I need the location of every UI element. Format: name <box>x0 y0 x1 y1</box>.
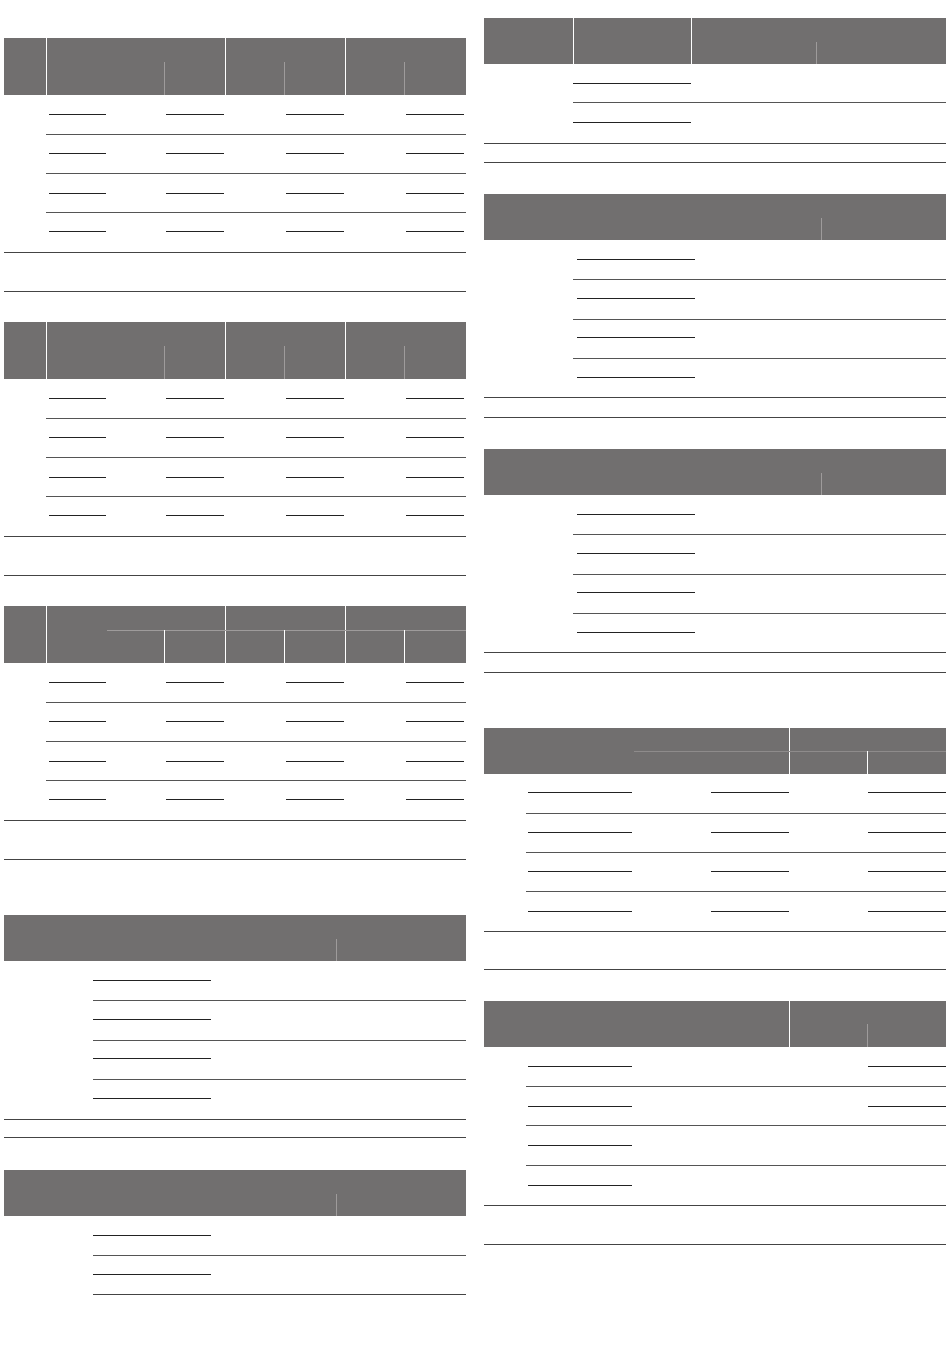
table-a2 <box>4 322 466 577</box>
entry-line[interactable] <box>406 398 464 399</box>
header-subrule <box>821 218 822 240</box>
entry-line[interactable] <box>49 477 106 478</box>
entry-line[interactable] <box>286 193 344 194</box>
entry-line[interactable] <box>166 721 224 722</box>
row-divider <box>46 496 466 497</box>
entry-line[interactable] <box>577 592 695 593</box>
header-divider <box>404 630 405 663</box>
table-a2-header <box>4 322 466 379</box>
entry-line[interactable] <box>49 193 106 194</box>
entry-line[interactable] <box>406 231 464 232</box>
header-subrule <box>107 630 466 631</box>
table-b4 <box>484 728 946 972</box>
row-divider <box>93 1000 466 1001</box>
row-divider <box>46 134 466 135</box>
entry-line[interactable] <box>528 871 632 872</box>
section-divider <box>4 252 466 253</box>
entry-line[interactable] <box>49 515 106 516</box>
header-divider <box>345 38 346 95</box>
header-divider <box>225 322 226 379</box>
header-divider <box>284 630 285 663</box>
table-b1 <box>484 18 946 166</box>
entry-line[interactable] <box>286 515 344 516</box>
entry-line[interactable] <box>166 515 224 516</box>
row-divider <box>526 1086 946 1087</box>
header-subrule <box>404 62 405 95</box>
row-divider <box>573 534 946 535</box>
entry-line[interactable] <box>406 477 464 478</box>
entry-line[interactable] <box>868 792 946 793</box>
table-b3 <box>484 449 946 675</box>
section-divider <box>484 162 946 163</box>
section-divider <box>4 536 466 537</box>
row-divider <box>46 702 466 703</box>
entry-line[interactable] <box>286 398 344 399</box>
entry-line[interactable] <box>406 799 464 800</box>
entry-line[interactable] <box>406 515 464 516</box>
entry-line[interactable] <box>577 259 695 260</box>
row-divider <box>93 1079 466 1080</box>
entry-line[interactable] <box>528 832 632 833</box>
header-divider <box>225 38 226 95</box>
entry-line[interactable] <box>711 792 789 793</box>
section-divider <box>484 652 946 653</box>
entry-line[interactable] <box>93 1274 211 1275</box>
entry-line[interactable] <box>528 1145 632 1146</box>
header-divider <box>46 606 47 663</box>
entry-line[interactable] <box>49 114 106 115</box>
entry-line[interactable] <box>166 799 224 800</box>
entry-line[interactable] <box>868 871 946 872</box>
entry-line[interactable] <box>406 193 464 194</box>
section-divider <box>484 1244 946 1245</box>
row-divider <box>46 418 466 419</box>
table-b2-header <box>484 194 946 240</box>
header-divider <box>225 606 226 663</box>
entry-line[interactable] <box>49 761 106 762</box>
entry-line[interactable] <box>286 437 344 438</box>
entry-line[interactable] <box>406 761 464 762</box>
row-divider <box>573 319 946 320</box>
entry-line[interactable] <box>406 682 464 683</box>
entry-line[interactable] <box>711 832 789 833</box>
entry-line[interactable] <box>166 398 224 399</box>
entry-line[interactable] <box>286 477 344 478</box>
row-divider <box>573 279 946 280</box>
row-divider <box>526 813 946 814</box>
header-divider <box>867 751 868 774</box>
entry-line[interactable] <box>49 153 106 154</box>
row-divider <box>526 1165 946 1166</box>
entry-line[interactable] <box>166 477 224 478</box>
section-divider <box>4 1137 466 1138</box>
entry-line[interactable] <box>573 122 691 123</box>
entry-line[interactable] <box>49 398 106 399</box>
section-divider <box>484 969 946 970</box>
row-divider <box>573 613 946 614</box>
table-b1-header <box>484 18 946 64</box>
header-subrule <box>867 1024 868 1047</box>
row-divider <box>46 173 466 174</box>
entry-line[interactable] <box>577 377 695 378</box>
table-a5-header <box>4 1170 466 1216</box>
entry-line[interactable] <box>528 1106 632 1107</box>
row-divider <box>46 457 466 458</box>
entry-line[interactable] <box>166 114 224 115</box>
section-divider <box>4 820 466 821</box>
entry-line[interactable] <box>49 721 106 722</box>
section-divider <box>484 417 946 418</box>
entry-line[interactable] <box>868 832 946 833</box>
row-divider <box>526 891 946 892</box>
row-divider <box>46 780 466 781</box>
section-divider <box>4 291 466 292</box>
entry-line[interactable] <box>166 231 224 232</box>
row-divider <box>573 358 946 359</box>
entry-line[interactable] <box>868 911 946 912</box>
section-divider <box>4 575 466 576</box>
section-divider <box>484 143 946 144</box>
entry-line[interactable] <box>93 1235 211 1236</box>
header-subrule <box>284 346 285 379</box>
row-divider <box>526 852 946 853</box>
entry-line[interactable] <box>49 682 106 683</box>
entry-line[interactable] <box>406 437 464 438</box>
header-subrule <box>404 346 405 379</box>
entry-line[interactable] <box>577 337 695 338</box>
section-divider <box>93 1294 466 1295</box>
header-subrule <box>634 751 946 752</box>
header-divider <box>345 322 346 379</box>
entry-line[interactable] <box>711 911 789 912</box>
entry-line[interactable] <box>528 792 632 793</box>
entry-line[interactable] <box>49 799 106 800</box>
entry-line[interactable] <box>286 721 344 722</box>
row-divider <box>46 741 466 742</box>
table-a1-header <box>4 38 466 95</box>
entry-line[interactable] <box>286 799 344 800</box>
entry-line[interactable] <box>93 980 211 981</box>
entry-line[interactable] <box>93 1058 211 1059</box>
table-b2 <box>484 194 946 420</box>
header-divider <box>46 38 47 95</box>
header-subrule <box>164 346 165 379</box>
table-b3-header <box>484 449 946 495</box>
entry-line[interactable] <box>286 682 344 683</box>
entry-line[interactable] <box>49 231 106 232</box>
entry-line[interactable] <box>868 1106 946 1107</box>
section-divider <box>484 1205 946 1206</box>
entry-line[interactable] <box>93 1019 211 1020</box>
header-subrule <box>821 473 822 495</box>
entry-line[interactable] <box>711 871 789 872</box>
table-b5-header <box>484 1001 946 1047</box>
table-a1 <box>4 38 466 293</box>
section-divider <box>484 931 946 932</box>
header-divider <box>789 1001 790 1047</box>
row-divider <box>46 212 466 213</box>
table-a5 <box>4 1170 466 1300</box>
entry-line[interactable] <box>577 553 695 554</box>
entry-line[interactable] <box>406 114 464 115</box>
table-a3-header <box>4 606 466 663</box>
entry-line[interactable] <box>286 114 344 115</box>
section-divider <box>484 672 946 673</box>
entry-line[interactable] <box>93 1098 211 1099</box>
entry-line[interactable] <box>286 761 344 762</box>
entry-line[interactable] <box>577 514 695 515</box>
row-divider <box>573 102 946 103</box>
entry-line[interactable] <box>286 231 344 232</box>
entry-line[interactable] <box>868 1066 946 1067</box>
entry-line[interactable] <box>528 1066 632 1067</box>
table-a3 <box>4 606 466 861</box>
header-divider <box>573 18 574 64</box>
row-divider <box>573 574 946 575</box>
section-divider <box>4 1119 466 1120</box>
entry-line[interactable] <box>49 437 106 438</box>
entry-line[interactable] <box>577 632 695 633</box>
row-divider <box>526 1125 946 1126</box>
entry-line[interactable] <box>577 298 695 299</box>
header-subrule <box>336 1194 337 1216</box>
table-a4 <box>4 915 466 1140</box>
entry-line[interactable] <box>573 83 691 84</box>
header-subrule <box>336 939 337 961</box>
header-divider <box>46 322 47 379</box>
header-subrule <box>164 62 165 95</box>
table-b5 <box>484 1001 946 1247</box>
header-subrule <box>284 62 285 95</box>
entry-line[interactable] <box>528 911 632 912</box>
header-divider <box>691 18 692 64</box>
header-subrule <box>816 42 817 64</box>
section-divider <box>484 397 946 398</box>
entry-line[interactable] <box>166 153 224 154</box>
entry-line[interactable] <box>166 437 224 438</box>
row-divider <box>93 1255 466 1256</box>
entry-line[interactable] <box>166 193 224 194</box>
entry-line[interactable] <box>406 721 464 722</box>
header-divider <box>164 630 165 663</box>
table-a4-header <box>4 915 466 961</box>
header-divider <box>345 606 346 663</box>
entry-line[interactable] <box>406 153 464 154</box>
entry-line[interactable] <box>286 153 344 154</box>
row-divider <box>93 1040 466 1041</box>
entry-line[interactable] <box>528 1185 632 1186</box>
section-divider <box>4 859 466 860</box>
entry-line[interactable] <box>166 761 224 762</box>
entry-line[interactable] <box>166 682 224 683</box>
